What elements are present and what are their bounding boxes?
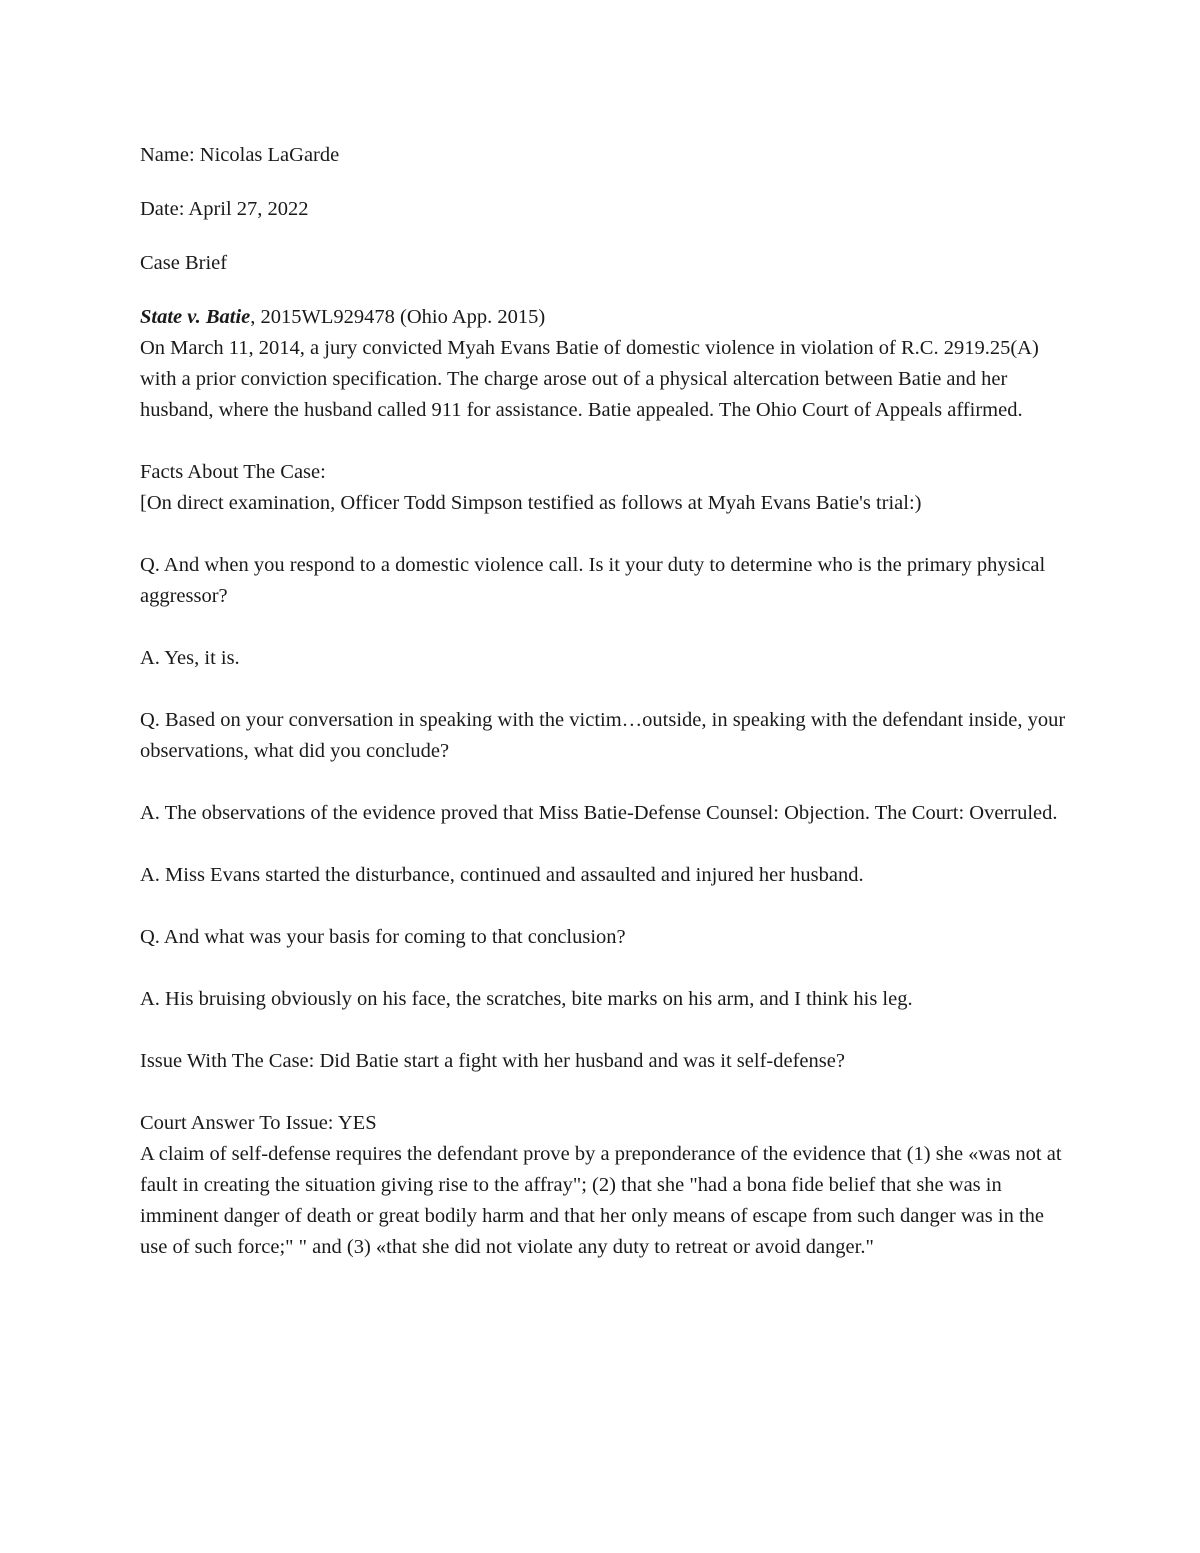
- case-citation-text: , 2015WL929478 (Ohio App. 2015): [250, 306, 546, 328]
- transcript-question: Q. And when you respond to a domestic violence call. Is it your duty to determine who is the primary physical aggressor?: [140, 554, 1046, 607]
- case-summary: On March 11, 2014, a jury convicted Myah Evans Batie of domestic violence in violation of R.C. 2919.25(A) with a prior conviction specification. The charge arose out of a physical altercation between Batie and her husband, where the husband called 911 for assistance. Batie appealed. The Ohio Court of Appeals affirmed.: [140, 337, 1039, 421]
- facts-intro: [On direct examination, Officer Todd Simpson testified as follows at Myah Evans Batie's trial:): [140, 492, 922, 514]
- issue-statement: Issue With The Case: Did Batie start a fight with her husband and was it self-defense?: [140, 1050, 845, 1072]
- document-date: Date: April 27, 2022: [140, 198, 309, 220]
- case-name: State v. Batie: [140, 306, 251, 328]
- transcript-answer: A. The observations of the evidence proved that Miss Batie-Defense Counsel: Objection. The Court: Overruled.: [140, 802, 1058, 824]
- court-answer-body: A claim of self-defense requires the defendant prove by a preponderance of the evidence that (1) she «was not at fault in creating the situation giving rise to the affray"; (2) that she "had a bona fide belief that she was in imminent danger of death or great bodily harm and that her only means of escape from such danger was in the use of such force;" " and (3) «that she did not violate any duty to retreat or avoid danger.": [140, 1143, 1062, 1258]
- transcript-question: Q. And what was your basis for coming to that conclusion?: [140, 926, 626, 948]
- facts-heading: Facts About The Case:: [140, 461, 326, 483]
- transcript-answer: A. Miss Evans started the disturbance, continued and assaulted and injured her husband.: [140, 864, 864, 886]
- court-answer-heading: Court Answer To Issue: YES: [140, 1112, 377, 1134]
- transcript-answer: A. His bruising obviously on his face, the scratches, bite marks on his arm, and I think his leg.: [140, 988, 913, 1010]
- case-citation: [140, 302, 1070, 333]
- author-name: Name: Nicolas LaGarde: [140, 144, 340, 166]
- transcript-answer: A. Yes, it is.: [140, 647, 240, 669]
- document-page: [140, 140, 1070, 1263]
- transcript-question: Q. Based on your conversation in speaking with the victim…outside, in speaking with the defendant inside, your observations, what did you conclude?: [140, 709, 1066, 762]
- document-type: Case Brief: [140, 252, 228, 274]
